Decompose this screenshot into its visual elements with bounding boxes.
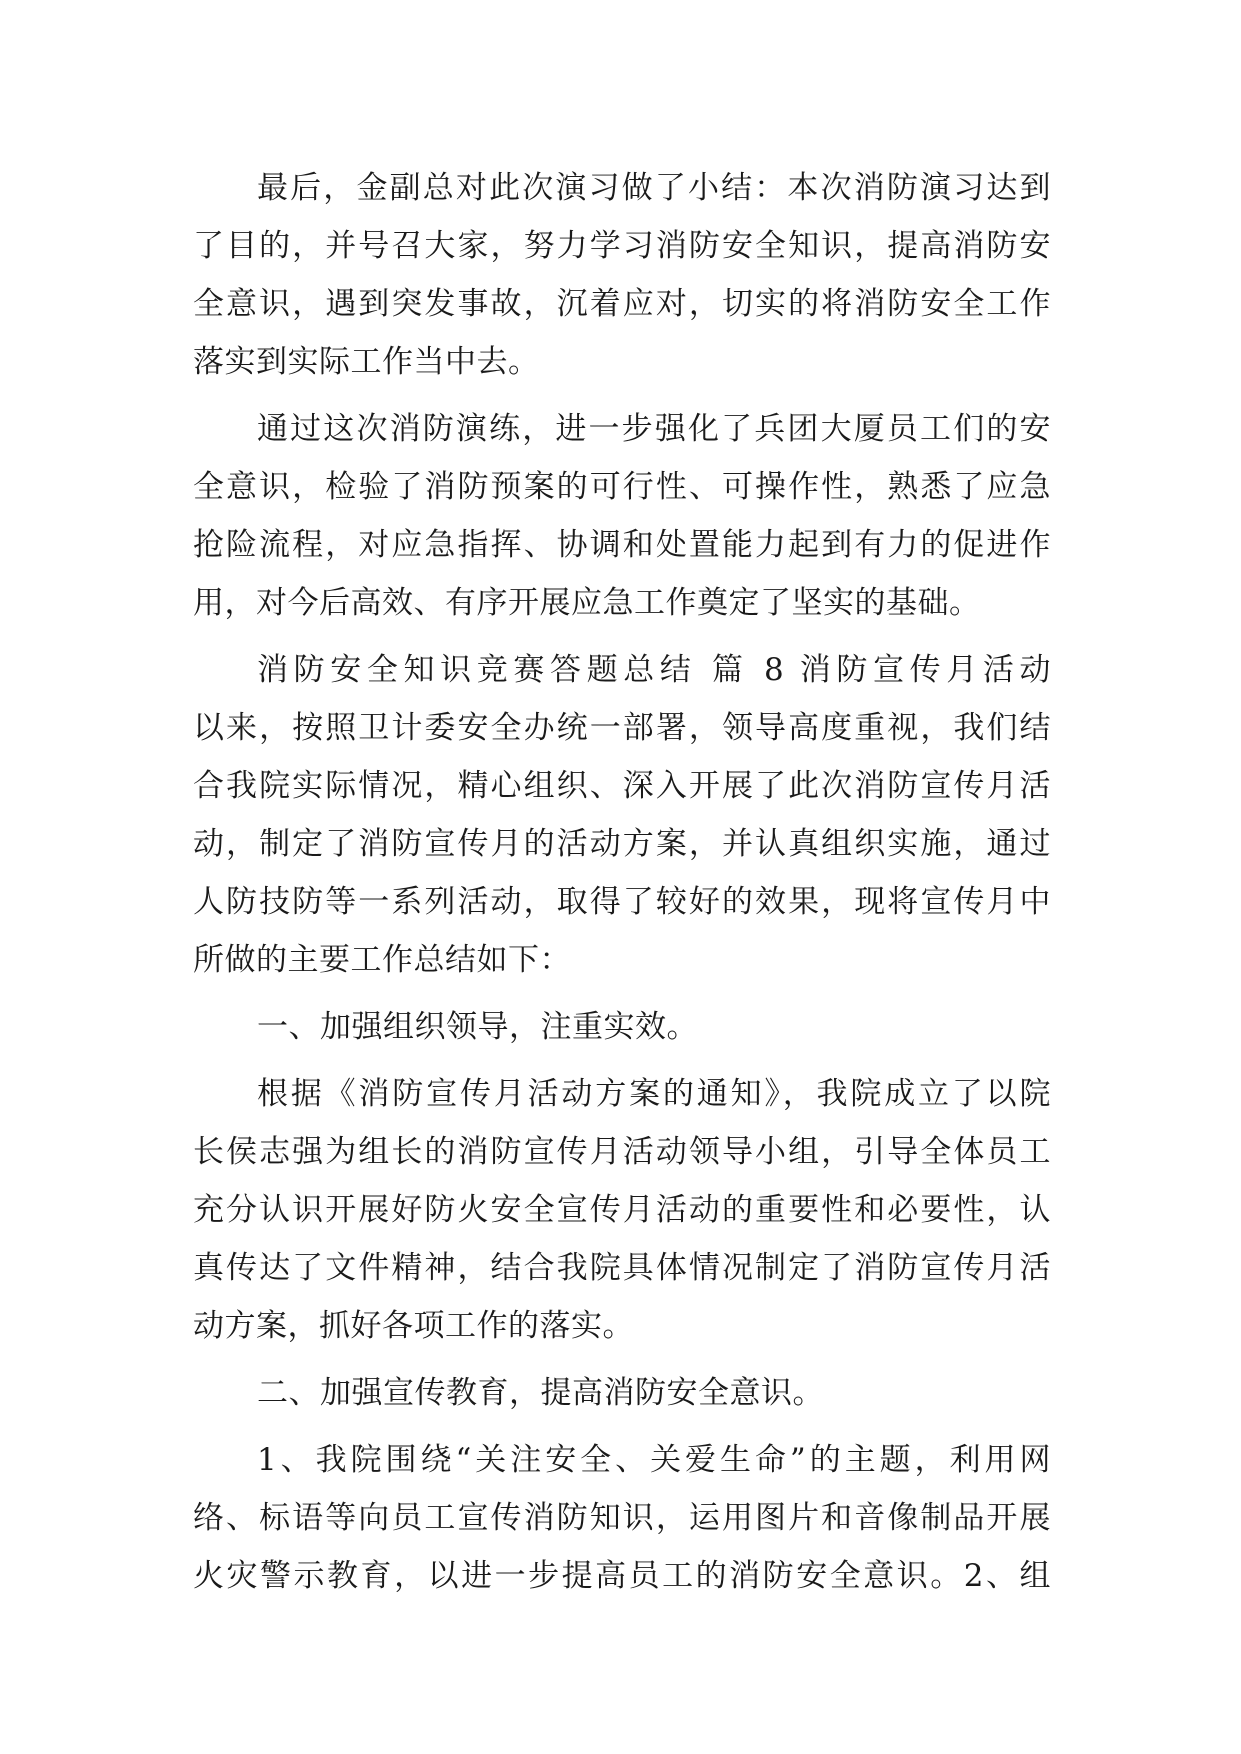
paragraph [193, 1364, 1051, 1422]
text-line: 人防技防等一系列活动，取得了较好的效果，现将宣传月中 [193, 884, 1051, 920]
text-line: 二、加强宣传教育，提高消防安全意识。 [257, 1375, 824, 1411]
text-line: 了目的，并号召大家，努力学习消防安全知识，提高消防安 [193, 228, 1051, 264]
paragraph [193, 400, 1051, 632]
text-line: 动方案，抓好各项工作的落实。 [193, 1308, 634, 1344]
text-line: 用，对今后高效、有序开展应急工作奠定了坚实的基础。 [193, 585, 981, 621]
text-line: 合我院实际情况，精心组织、深入开展了此次消防宣传月活 [193, 768, 1051, 804]
text-line: 根据《消防宣传月活动方案的通知》，我院成立了以院 [257, 1076, 1051, 1112]
text-line: 最后，金副总对此次演习做了小结：本次消防演习达到 [257, 170, 1051, 206]
text-line: 全意识，检验了消防预案的可行性、可操作性，熟悉了应急 [193, 469, 1051, 505]
text-line: 以来，按照卫计委安全办统一部署，领导高度重视，我们结 [193, 710, 1051, 746]
text-line: 消防安全知识竞赛答题总结 篇 8 消防宣传月活动 [257, 652, 1051, 688]
paragraph [193, 998, 1051, 1056]
text-line: 动，制定了消防宣传月的活动方案，并认真组织实施，通过 [193, 826, 1051, 862]
paragraph [193, 1431, 1051, 1605]
text-line: 络、标语等向员工宣传消防知识，运用图片和音像制品开展 [193, 1500, 1051, 1536]
paragraph [193, 1065, 1051, 1355]
text-line: 一、加强组织领导，注重实效。 [257, 1009, 698, 1045]
document-body [193, 159, 1051, 1614]
text-line: 1、我院围绕“关注安全、关爱生命”的主题，利用网 [257, 1442, 1051, 1478]
text-line: 长侯志强为组长的消防宣传月活动领导小组，引导全体员工 [193, 1134, 1051, 1170]
text-line: 落实到实际工作当中去。 [193, 344, 540, 380]
text-line: 通过这次消防演练，进一步强化了兵团大厦员工们的安 [257, 411, 1051, 447]
text-line: 真传达了文件精神，结合我院具体情况制定了消防宣传月活 [193, 1250, 1051, 1286]
paragraph [193, 641, 1051, 989]
text-line: 所做的主要工作总结如下： [193, 942, 571, 978]
text-line: 充分认识开展好防火安全宣传月活动的重要性和必要性，认 [193, 1192, 1051, 1228]
paragraph [193, 159, 1051, 391]
text-line: 火灾警示教育，以进一步提高员工的消防安全意识。2、组 [193, 1558, 1051, 1594]
text-line: 全意识，遇到突发事故，沉着应对，切实的将消防安全工作 [193, 286, 1051, 322]
text-line: 抢险流程，对应急指挥、协调和处置能力起到有力的促进作 [193, 527, 1051, 563]
